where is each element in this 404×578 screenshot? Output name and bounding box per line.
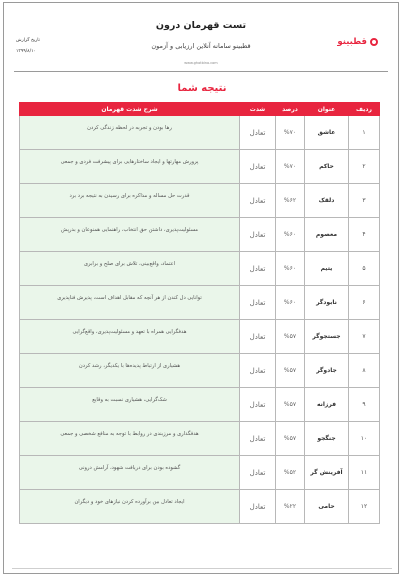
row-percent: %۶۲: [276, 184, 305, 218]
row-percent: %۶۰: [276, 218, 305, 252]
row-description-text: قدرت حل مساله و مذاکره برای رسیدن به نتیجه برد برد: [69, 193, 190, 199]
table-row: [20, 320, 380, 354]
row-title: یتیم: [305, 252, 349, 286]
row-description: [20, 320, 240, 354]
row-title: حاکم: [305, 150, 349, 184]
row-intensity: تعادل: [240, 116, 276, 150]
row-description-text: رها بودن و تجربه در لحظه زندگی کردن: [87, 125, 172, 131]
logo-text: قطبینو: [337, 37, 367, 47]
row-title: نابودگر: [305, 286, 349, 320]
row-title: آفرینش گر: [305, 456, 349, 490]
report-date-label: تاریخ گزارش: [16, 38, 40, 43]
report-header: [4, 3, 398, 71]
table-row: [20, 422, 380, 456]
row-number: ۸: [349, 354, 380, 388]
row-percent: %۵۲: [276, 456, 305, 490]
row-title: دلقک: [305, 184, 349, 218]
report-title: تست قهرمان درون: [155, 20, 247, 31]
row-description-text: هدفگذاری و مرزبندی در روابط با توجه به منافع شخصی و جمعی: [60, 431, 199, 437]
row-description-text: توانایی دل کندن از هر آنچه که مقابل اهداف است، پذیرش فناپذیری: [57, 295, 202, 301]
results-table: [19, 102, 380, 524]
report-subtitle: قطبینو سامانه آنلاین ارزیابی و آزمون: [151, 42, 251, 50]
row-percent: %۵۷: [276, 422, 305, 456]
header-divider: [14, 71, 388, 72]
result-title: نتیجه شما: [177, 83, 227, 94]
row-description: [20, 490, 240, 524]
row-number: ۱۰: [349, 422, 380, 456]
row-intensity: تعادل: [240, 320, 276, 354]
row-number: ۱۱: [349, 456, 380, 490]
website-text: www.ghotbino.com: [184, 61, 218, 65]
logo-ring-icon: [370, 38, 378, 46]
row-number: ۳: [349, 184, 380, 218]
logo: [337, 37, 378, 47]
report-date-value: ۱۳۹۹/۸/۱۰: [16, 49, 36, 54]
row-title: جادوگر: [305, 354, 349, 388]
table-row: [20, 388, 380, 422]
row-intensity: تعادل: [240, 286, 276, 320]
row-title: جنگجو: [305, 422, 349, 456]
footer-divider: [12, 568, 392, 569]
table-row: [20, 184, 380, 218]
row-number: ۱۲: [349, 490, 380, 524]
table-row: [20, 354, 380, 388]
row-intensity: تعادل: [240, 388, 276, 422]
row-description-text: اعتماد، واقع‌بینی، تلاش برای صلح و برابری: [83, 261, 176, 267]
table-row: [20, 252, 380, 286]
row-number: ۴: [349, 218, 380, 252]
row-number: ۷: [349, 320, 380, 354]
row-description: [20, 456, 240, 490]
row-intensity: تعادل: [240, 252, 276, 286]
row-intensity: تعادل: [240, 354, 276, 388]
table-row: [20, 116, 380, 150]
table-row: [20, 286, 380, 320]
table-row: [20, 218, 380, 252]
row-number: ۹: [349, 388, 380, 422]
row-percent: %۶۰: [276, 286, 305, 320]
row-description: [20, 388, 240, 422]
row-number: ۵: [349, 252, 380, 286]
header-intensity: شدت: [240, 103, 276, 116]
row-description-text: مسئولیت‌پذیری، داشتن حق انتخاب، راهنمایی همنوعان و بذرپش: [60, 227, 199, 233]
header-title: عنوان: [305, 103, 349, 116]
header-percent: درصد: [276, 103, 305, 116]
row-description-text: هدفگرایی همراه با تعهد و مسئولیت‌پذیری، واقع‌گرایی: [72, 329, 187, 335]
row-number: ۲: [349, 150, 380, 184]
row-description: [20, 150, 240, 184]
header-description: شرح شدت قهرمان: [20, 103, 240, 116]
row-number: ۱: [349, 116, 380, 150]
row-description: [20, 218, 240, 252]
row-description-text: پرورش مهارتها و ایجاد ساختارهایی برای پیشرفت فردی و جمعی: [60, 159, 199, 165]
row-description: [20, 116, 240, 150]
row-number: ۶: [349, 286, 380, 320]
row-description: [20, 286, 240, 320]
row-percent: %۶۰: [276, 252, 305, 286]
table-body: [20, 116, 380, 524]
row-intensity: تعادل: [240, 218, 276, 252]
row-title: معصوم: [305, 218, 349, 252]
row-percent: %۵۷: [276, 354, 305, 388]
row-title: فرزانه: [305, 388, 349, 422]
table-row: [20, 150, 380, 184]
row-description-text: گشوده بودن برای دریافت شهود، آرامش درونی: [78, 465, 181, 471]
row-percent: %۷۰: [276, 150, 305, 184]
row-intensity: تعادل: [240, 184, 276, 218]
row-description: [20, 422, 240, 456]
row-percent: %۵۷: [276, 388, 305, 422]
row-title: عاشق: [305, 116, 349, 150]
table-row: [20, 456, 380, 490]
row-description-text: ایجاد تعادل بین برآورده کردن نیازهای خود و دیگران: [74, 499, 185, 505]
row-intensity: تعادل: [240, 456, 276, 490]
row-description: [20, 354, 240, 388]
row-title: حامی: [305, 490, 349, 524]
row-description: [20, 252, 240, 286]
table-row: [20, 490, 380, 524]
row-intensity: تعادل: [240, 150, 276, 184]
row-title: جستجوگر: [305, 320, 349, 354]
row-percent: %۲۲: [276, 490, 305, 524]
row-intensity: تعادل: [240, 490, 276, 524]
row-percent: %۷۰: [276, 116, 305, 150]
row-description-text: شک‌گرایی، هشیاری نسبت به وقایع: [92, 397, 167, 403]
row-intensity: تعادل: [240, 422, 276, 456]
header-row-number: ردیف: [349, 103, 380, 116]
row-description-text: هشیاری از ارتباط پدیده‌ها با یکدیگر، رشد کردن: [78, 363, 181, 369]
row-description: [20, 184, 240, 218]
table-header-row: [20, 103, 380, 116]
row-percent: %۵۷: [276, 320, 305, 354]
